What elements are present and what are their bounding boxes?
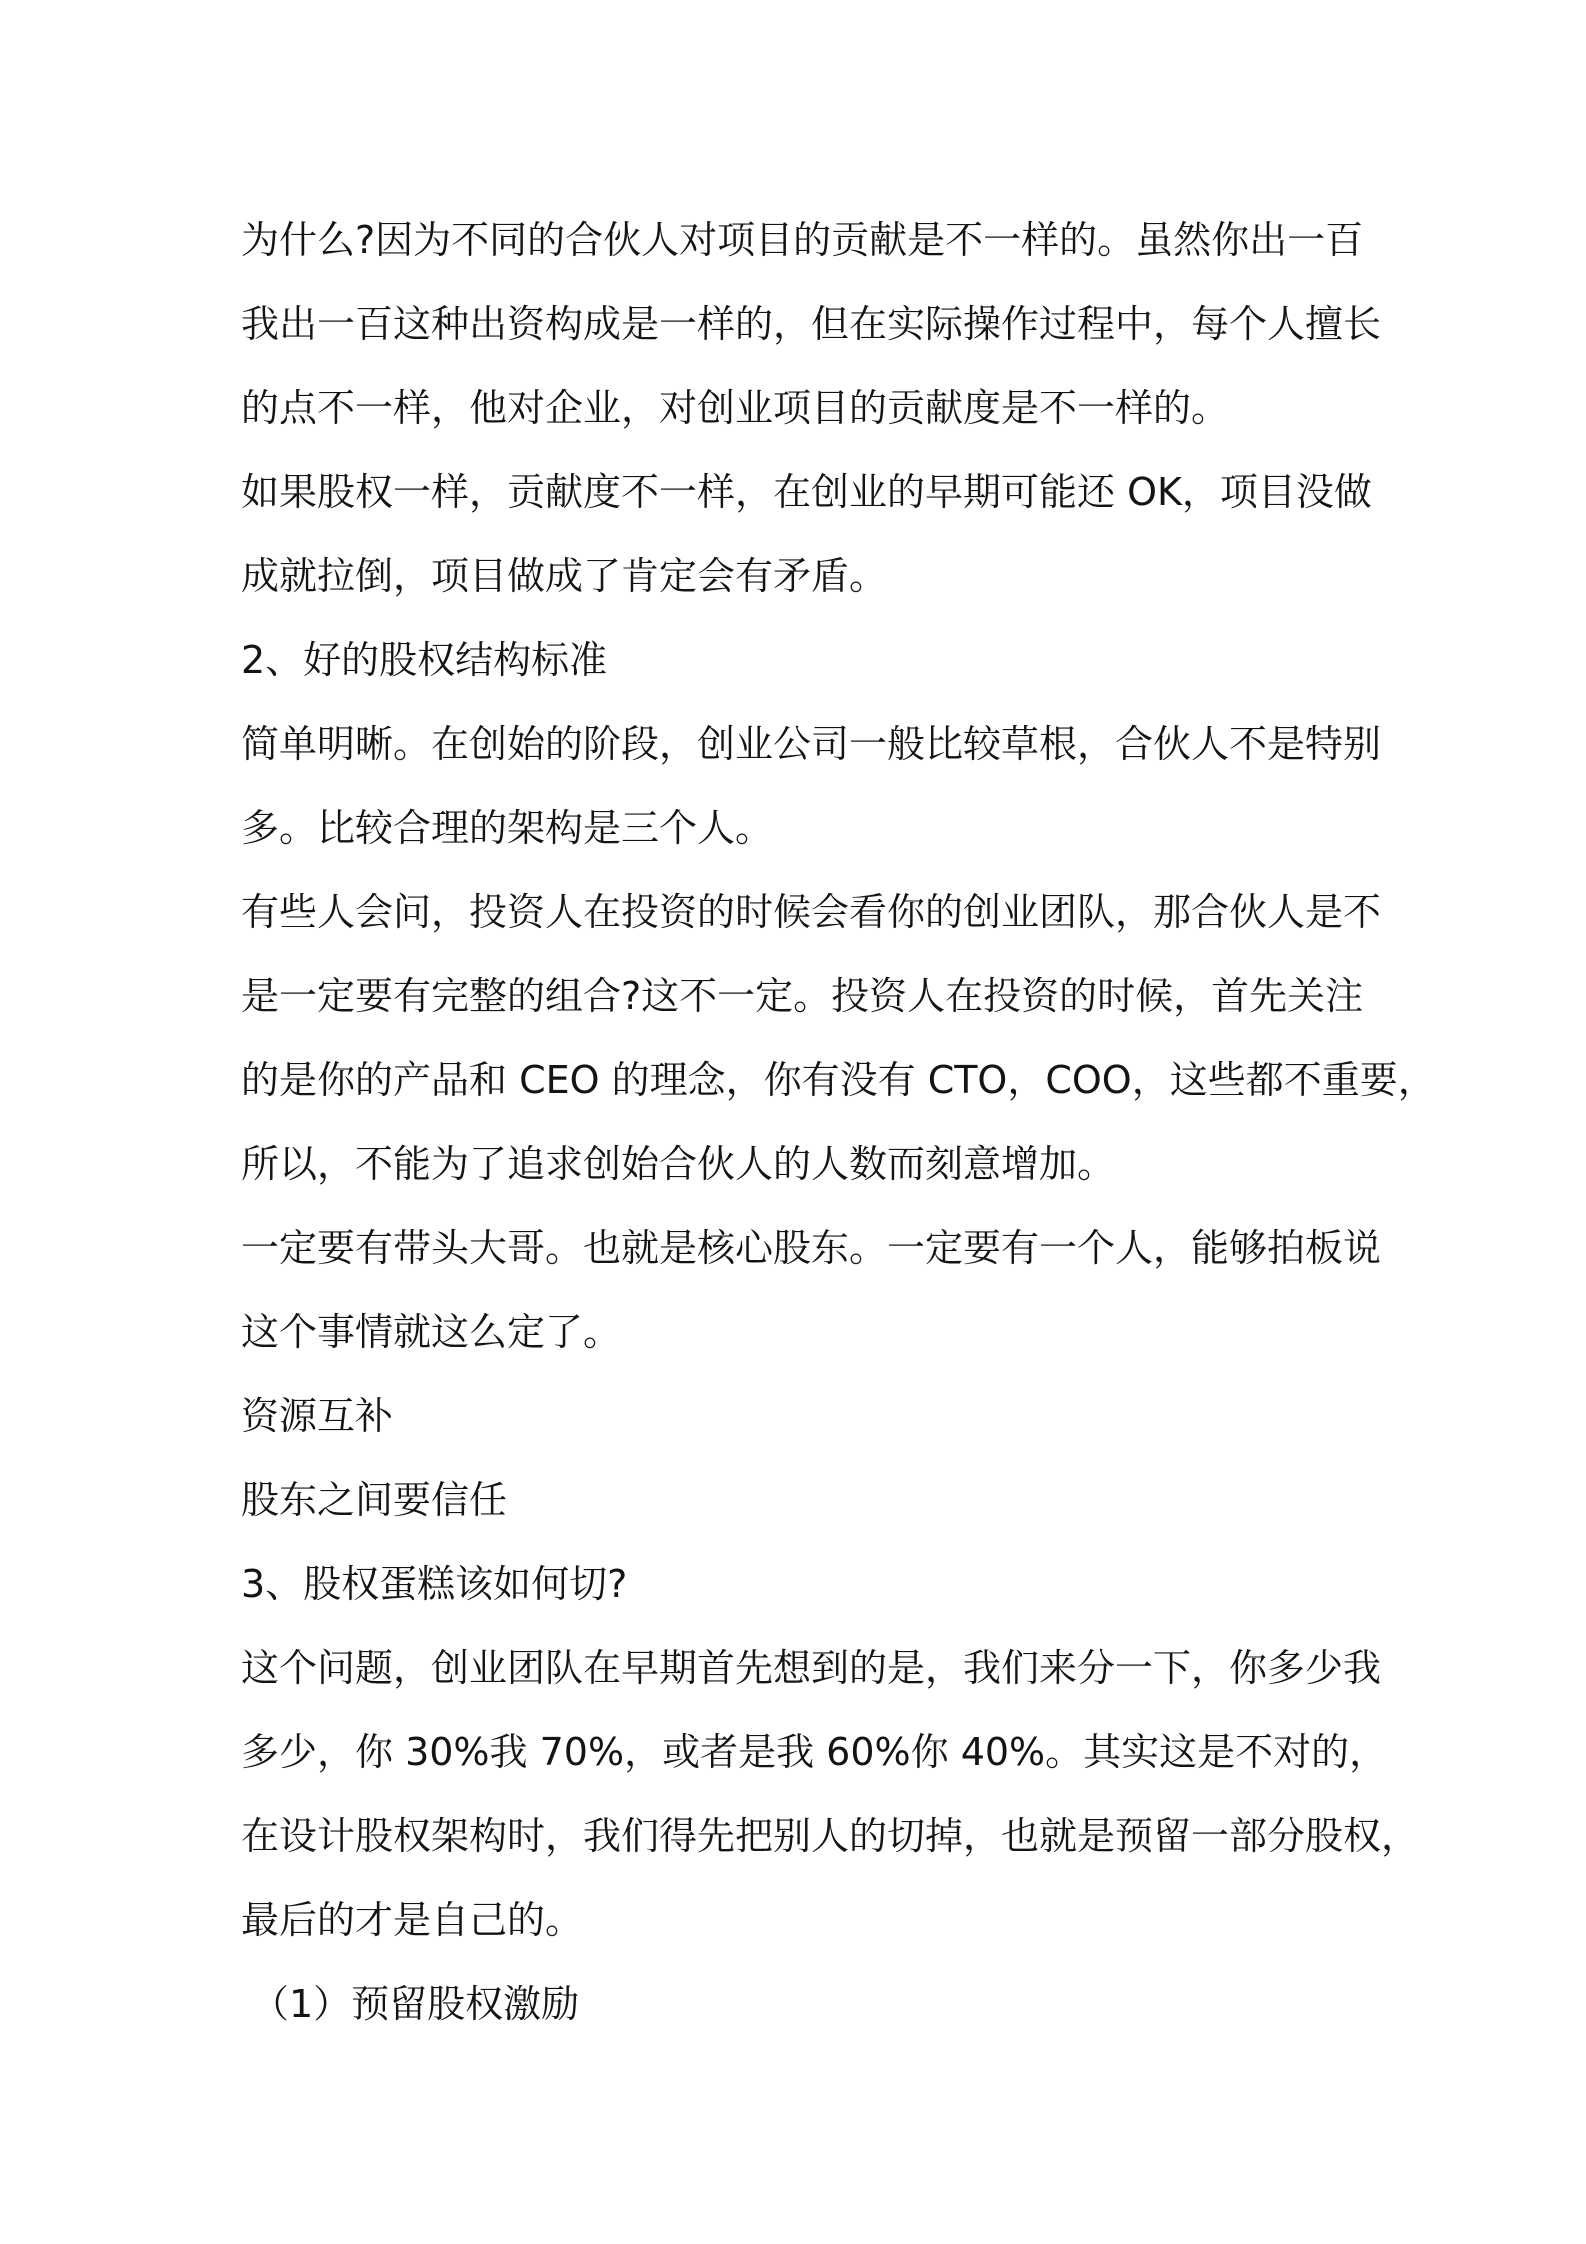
text-line: 的是你的产品和 CEO 的理念，你有没有 CTO，COO，这些都不重要， — [241, 1058, 1436, 1102]
text-line: 有些人会问，投资人在投资的时候会看你的创业团队，那合伙人是不 — [241, 890, 1382, 934]
text-line: 多。比较合理的架构是三个人。 — [241, 806, 774, 850]
text-line: 如果股权一样，贡献度不一样，在创业的早期可能还 OK，项目没做 — [241, 470, 1372, 514]
section-heading-2: 2、好的股权结构标准 — [241, 638, 608, 682]
text-line: 所以，不能为了追求创始合伙人的人数而刻意增加。 — [241, 1142, 1116, 1186]
text-line: 为什么?因为不同的合伙人对项目的贡献是不一样的。虽然你出一百 — [241, 218, 1364, 262]
text-line: 在设计股权架构时，我们得先把别人的切掉，也就是预留一部分股权， — [241, 1814, 1420, 1858]
text-line: 简单明晰。在创始的阶段，创业公司一般比较草根，合伙人不是特别 — [241, 722, 1382, 766]
text-line: 股东之间要信任 — [241, 1478, 508, 1522]
text-line: 多少，你 30%我 70%，或者是我 60%你 40%。其实这是不对的， — [241, 1730, 1388, 1774]
text-line: 这个问题，创业团队在早期首先想到的是，我们来分一下，你多少我 — [241, 1646, 1382, 1690]
document-body — [241, 198, 1436, 2046]
text-line: 资源互补 — [241, 1394, 394, 1438]
text-line: 成就拉倒，项目做成了肯定会有矛盾。 — [241, 554, 888, 598]
text-line: 一定要有带头大哥。也就是核心股东。一定要有一个人，能够拍板说 — [241, 1226, 1382, 1270]
text-line: 的点不一样，他对企业，对创业项目的贡献度是不一样的。 — [241, 386, 1230, 430]
text-line: 是一定要有完整的组合?这不一定。投资人在投资的时候，首先关注 — [241, 974, 1364, 1018]
text-line: 这个事情就这么定了。 — [241, 1310, 622, 1354]
text-line: 我出一百这种出资构成是一样的，但在实际操作过程中，每个人擅长 — [241, 302, 1382, 346]
subsection-heading-1: （1）预留股权激励 — [251, 1982, 580, 2026]
section-heading-3: 3、股权蛋糕该如何切? — [241, 1562, 628, 1606]
text-line: 最后的才是自己的。 — [241, 1898, 584, 1942]
